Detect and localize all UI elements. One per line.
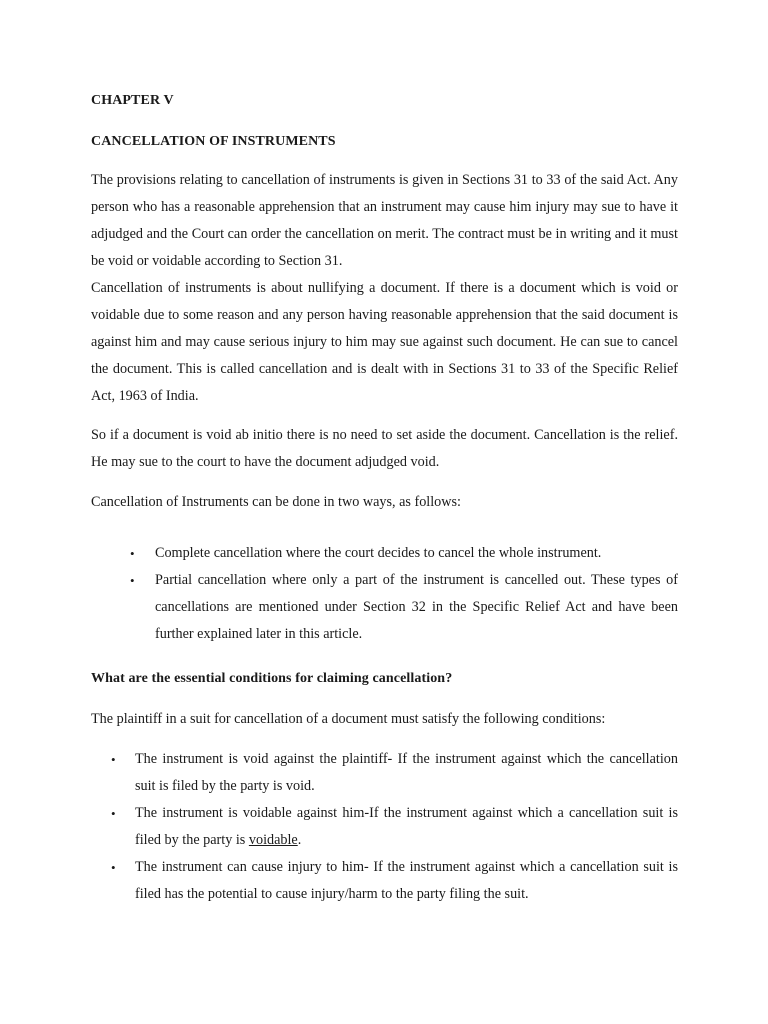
section-title: CANCELLATION OF INSTRUMENTS	[91, 134, 336, 149]
paragraph-two-ways: Cancellation of Instruments can be done in two ways, as follows:	[91, 494, 461, 510]
list-item-text: The instrument is void against the plaintiff- If the instrument against which the cancellation suit is filed by the party is void.	[135, 751, 678, 794]
paragraph-provisions: The provisions relating to cancellation of instruments is given in Sections 31 to 33 of the said Act. Any person who has a reasonable apprehension that an instrument may cause him injury may sue to have it adjudged and the Court can order the cancellation on merit. The contract must be in writing and it must be void or voidable according to Section 31.	[91, 172, 678, 269]
bullet-icon: •	[130, 573, 135, 588]
list-item-complete-cancellation	[130, 540, 678, 567]
voidable-link[interactable]: voidable	[248, 832, 298, 848]
chapter-heading: CHAPTER V	[91, 93, 174, 108]
paragraph-cancellation-definition: Cancellation of instruments is about nullifying a document. If there is a document which is void or voidable due to some reason and any person having reasonable apprehension that the said document is against him and may cause serious injury to him may sue against such document. He can sue to cancel the document. This is called cancellation and is dealt with in Sections 31 to 33 of the Specific Relief Act, 1963 of India.	[91, 280, 678, 404]
list-item-text: Complete cancellation where the court decides to cancel the whole instrument.	[155, 545, 602, 561]
bullet-icon: •	[111, 860, 116, 875]
ways-list	[130, 540, 678, 648]
list-item-text: The instrument can cause injury to him- If the instrument against which a cancellation suit is filed has the potential to cause injury/harm to the party filing the suit.	[135, 859, 678, 902]
bullet-icon: •	[111, 806, 116, 821]
conditions-list	[111, 746, 678, 908]
question-heading: What are the essential conditions for claiming cancellation?	[91, 671, 453, 686]
paragraph-void-ab-initio: So if a document is void ab initio there is no need to set aside the document. Cancellation is the relief. He may sue to the court to have the document adjudged void.	[91, 427, 678, 470]
list-item-text: The instrument is voidable against him-If the instrument against which a cancellation suit is filed by the party is	[135, 805, 678, 848]
bullet-icon: •	[130, 546, 135, 561]
list-item-text: Partial cancellation where only a part of the instrument is cancelled out. These types of cancellations are mentioned under Section 32 in the Specific Relief Act and have been further explained later in this article.	[155, 572, 678, 642]
list-item-text-end: .	[297, 832, 302, 848]
list-item-void-against-plaintiff	[111, 746, 678, 800]
paragraph-plaintiff-conditions: The plaintiff in a suit for cancellation of a document must satisfy the following conditions:	[91, 711, 606, 727]
list-item-cause-injury	[111, 854, 678, 908]
bullet-icon: •	[111, 752, 116, 767]
list-item-partial-cancellation	[130, 567, 678, 648]
list-item-voidable-against-him	[111, 800, 678, 854]
